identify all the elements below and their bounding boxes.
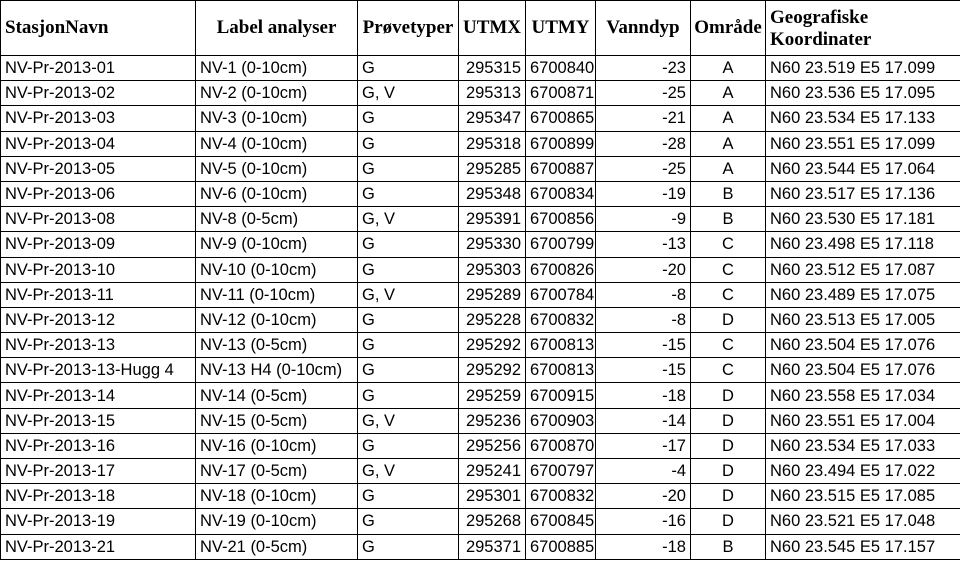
cell-provetyper: G: [358, 433, 459, 458]
table-row: [1, 106, 960, 131]
cell-label-analyser: NV-21 (0-5cm): [196, 534, 358, 559]
cell-stasjonnavn: NV-Pr-2013-17: [1, 459, 196, 484]
cell-utmy: 6700885: [526, 534, 596, 559]
cell-stasjonnavn: NV-Pr-2013-13: [1, 333, 196, 358]
cell-utmy: 6700870: [526, 433, 596, 458]
cell-utmx: 295391: [459, 207, 526, 232]
table-row: [1, 232, 960, 257]
header-provetyper: Prøvetyper: [358, 1, 459, 56]
cell-utmy: 6700834: [526, 181, 596, 206]
cell-omrade: C: [691, 232, 766, 257]
cell-provetyper: G, V: [358, 282, 459, 307]
table-row: [1, 433, 960, 458]
cell-vanndyp: -20: [596, 484, 691, 509]
cell-geografiske-koordinater: N60 23.519 E5 17.099: [766, 56, 960, 81]
cell-label-analyser: NV-11 (0-10cm): [196, 282, 358, 307]
header-stasjonnavn: StasjonNavn: [1, 1, 196, 56]
cell-vanndyp: -9: [596, 207, 691, 232]
cell-utmx: 295292: [459, 333, 526, 358]
cell-utmx: 295371: [459, 534, 526, 559]
cell-omrade: D: [691, 459, 766, 484]
header-utmy: UTMY: [526, 1, 596, 56]
cell-stasjonnavn: NV-Pr-2013-08: [1, 207, 196, 232]
table-row: [1, 282, 960, 307]
cell-vanndyp: -25: [596, 81, 691, 106]
cell-utmy: 6700813: [526, 333, 596, 358]
cell-label-analyser: NV-17 (0-5cm): [196, 459, 358, 484]
cell-omrade: A: [691, 106, 766, 131]
cell-omrade: A: [691, 156, 766, 181]
cell-stasjonnavn: NV-Pr-2013-06: [1, 181, 196, 206]
cell-vanndyp: -17: [596, 433, 691, 458]
cell-label-analyser: NV-4 (0-10cm): [196, 131, 358, 156]
cell-utmy: 6700799: [526, 232, 596, 257]
cell-label-analyser: NV-6 (0-10cm): [196, 181, 358, 206]
cell-utmx: 295285: [459, 156, 526, 181]
cell-utmx: 295348: [459, 181, 526, 206]
cell-provetyper: G: [358, 509, 459, 534]
cell-geografiske-koordinater: N60 23.504 E5 17.076: [766, 358, 960, 383]
cell-vanndyp: -28: [596, 131, 691, 156]
cell-label-analyser: NV-12 (0-10cm): [196, 307, 358, 332]
cell-utmx: 295228: [459, 307, 526, 332]
cell-omrade: B: [691, 207, 766, 232]
cell-omrade: C: [691, 358, 766, 383]
cell-geografiske-koordinater: N60 23.521 E5 17.048: [766, 509, 960, 534]
cell-geografiske-koordinater: N60 23.498 E5 17.118: [766, 232, 960, 257]
table-row: [1, 459, 960, 484]
cell-utmx: 295292: [459, 358, 526, 383]
cell-label-analyser: NV-5 (0-10cm): [196, 156, 358, 181]
cell-provetyper: G: [358, 534, 459, 559]
table-row: [1, 56, 960, 81]
cell-omrade: B: [691, 534, 766, 559]
cell-provetyper: G, V: [358, 81, 459, 106]
cell-provetyper: G, V: [358, 459, 459, 484]
cell-label-analyser: NV-2 (0-10cm): [196, 81, 358, 106]
cell-stasjonnavn: NV-Pr-2013-04: [1, 131, 196, 156]
cell-vanndyp: -13: [596, 232, 691, 257]
cell-provetyper: G: [358, 484, 459, 509]
cell-vanndyp: -18: [596, 534, 691, 559]
cell-omrade: B: [691, 181, 766, 206]
cell-utmy: 6700915: [526, 383, 596, 408]
cell-stasjonnavn: NV-Pr-2013-01: [1, 56, 196, 81]
header-geografiske-koordinater: [766, 1, 960, 56]
cell-provetyper: G: [358, 383, 459, 408]
cell-utmy: 6700856: [526, 207, 596, 232]
cell-provetyper: G: [358, 56, 459, 81]
cell-vanndyp: -15: [596, 333, 691, 358]
cell-utmy: 6700865: [526, 106, 596, 131]
header-vanndyp: Vanndyp: [596, 1, 691, 56]
cell-utmx: 295259: [459, 383, 526, 408]
table-row: [1, 383, 960, 408]
cell-utmx: 295330: [459, 232, 526, 257]
table-row: [1, 257, 960, 282]
cell-utmy: 6700887: [526, 156, 596, 181]
cell-omrade: D: [691, 509, 766, 534]
cell-provetyper: G: [358, 106, 459, 131]
cell-omrade: C: [691, 282, 766, 307]
cell-stasjonnavn: NV-Pr-2013-18: [1, 484, 196, 509]
cell-vanndyp: -20: [596, 257, 691, 282]
table-row: [1, 333, 960, 358]
cell-geografiske-koordinater: N60 23.489 E5 17.075: [766, 282, 960, 307]
cell-stasjonnavn: NV-Pr-2013-15: [1, 408, 196, 433]
cell-geografiske-koordinater: N60 23.504 E5 17.076: [766, 333, 960, 358]
table-header: [1, 1, 960, 56]
cell-geografiske-koordinater: N60 23.494 E5 17.022: [766, 459, 960, 484]
cell-vanndyp: -25: [596, 156, 691, 181]
header-geo-line2: Koordinater: [770, 29, 872, 50]
table-row: [1, 207, 960, 232]
cell-utmy: 6700845: [526, 509, 596, 534]
cell-omrade: D: [691, 433, 766, 458]
cell-omrade: A: [691, 56, 766, 81]
cell-provetyper: G: [358, 307, 459, 332]
header-row: [1, 1, 960, 56]
cell-utmx: 295313: [459, 81, 526, 106]
cell-geografiske-koordinater: N60 23.530 E5 17.181: [766, 207, 960, 232]
cell-omrade: D: [691, 484, 766, 509]
cell-vanndyp: -4: [596, 459, 691, 484]
cell-geografiske-koordinater: N60 23.536 E5 17.095: [766, 81, 960, 106]
cell-vanndyp: -15: [596, 358, 691, 383]
cell-utmy: 6700813: [526, 358, 596, 383]
cell-provetyper: G: [358, 131, 459, 156]
cell-stasjonnavn: NV-Pr-2013-09: [1, 232, 196, 257]
cell-label-analyser: NV-18 (0-10cm): [196, 484, 358, 509]
cell-provetyper: G: [358, 156, 459, 181]
cell-vanndyp: -8: [596, 282, 691, 307]
cell-stasjonnavn: NV-Pr-2013-16: [1, 433, 196, 458]
cell-omrade: D: [691, 307, 766, 332]
header-geo-line1: Geografiske: [770, 7, 869, 28]
cell-stasjonnavn: NV-Pr-2013-03: [1, 106, 196, 131]
cell-label-analyser: NV-8 (0-5cm): [196, 207, 358, 232]
cell-geografiske-koordinater: N60 23.551 E5 17.099: [766, 131, 960, 156]
cell-label-analyser: NV-1 (0-10cm): [196, 56, 358, 81]
table-row: [1, 156, 960, 181]
header-label-analyser: Label analyser: [196, 1, 358, 56]
cell-provetyper: G: [358, 358, 459, 383]
cell-utmx: 295241: [459, 459, 526, 484]
table-row: [1, 408, 960, 433]
table-row: [1, 534, 960, 559]
cell-utmx: 295301: [459, 484, 526, 509]
cell-provetyper: G: [358, 232, 459, 257]
cell-stasjonnavn: NV-Pr-2013-12: [1, 307, 196, 332]
cell-label-analyser: NV-3 (0-10cm): [196, 106, 358, 131]
cell-utmy: 6700903: [526, 408, 596, 433]
cell-vanndyp: -23: [596, 56, 691, 81]
cell-label-analyser: NV-14 (0-5cm): [196, 383, 358, 408]
cell-stasjonnavn: NV-Pr-2013-13-Hugg 4: [1, 358, 196, 383]
cell-vanndyp: -19: [596, 181, 691, 206]
cell-label-analyser: NV-15 (0-5cm): [196, 408, 358, 433]
cell-provetyper: G: [358, 257, 459, 282]
table-body: [1, 56, 960, 560]
cell-stasjonnavn: NV-Pr-2013-02: [1, 81, 196, 106]
cell-label-analyser: NV-9 (0-10cm): [196, 232, 358, 257]
table-row: [1, 81, 960, 106]
cell-vanndyp: -18: [596, 383, 691, 408]
cell-utmx: 295236: [459, 408, 526, 433]
header-omrade: Område: [691, 1, 766, 56]
cell-stasjonnavn: NV-Pr-2013-19: [1, 509, 196, 534]
cell-label-analyser: NV-13 (0-5cm): [196, 333, 358, 358]
cell-omrade: A: [691, 81, 766, 106]
cell-omrade: D: [691, 383, 766, 408]
cell-utmy: 6700871: [526, 81, 596, 106]
table-row: [1, 181, 960, 206]
cell-geografiske-koordinater: N60 23.545 E5 17.157: [766, 534, 960, 559]
cell-utmy: 6700840: [526, 56, 596, 81]
table-row: [1, 358, 960, 383]
cell-stasjonnavn: NV-Pr-2013-11: [1, 282, 196, 307]
cell-utmy: 6700832: [526, 484, 596, 509]
cell-vanndyp: -14: [596, 408, 691, 433]
cell-label-analyser: NV-13 H4 (0-10cm): [196, 358, 358, 383]
cell-label-analyser: NV-19 (0-10cm): [196, 509, 358, 534]
cell-utmx: 295268: [459, 509, 526, 534]
cell-utmy: 6700784: [526, 282, 596, 307]
cell-utmx: 295256: [459, 433, 526, 458]
cell-omrade: C: [691, 333, 766, 358]
cell-utmx: 295303: [459, 257, 526, 282]
cell-provetyper: G, V: [358, 207, 459, 232]
cell-utmx: 295318: [459, 131, 526, 156]
cell-provetyper: G: [358, 181, 459, 206]
cell-utmy: 6700826: [526, 257, 596, 282]
table-row: [1, 131, 960, 156]
header-utmx: UTMX: [459, 1, 526, 56]
cell-geografiske-koordinater: N60 23.512 E5 17.087: [766, 257, 960, 282]
cell-stasjonnavn: NV-Pr-2013-10: [1, 257, 196, 282]
cell-utmy: 6700899: [526, 131, 596, 156]
cell-label-analyser: NV-16 (0-10cm): [196, 433, 358, 458]
cell-utmx: 295315: [459, 56, 526, 81]
table-row: [1, 484, 960, 509]
cell-stasjonnavn: NV-Pr-2013-14: [1, 383, 196, 408]
table-row: [1, 307, 960, 332]
cell-stasjonnavn: NV-Pr-2013-05: [1, 156, 196, 181]
cell-geografiske-koordinater: N60 23.513 E5 17.005: [766, 307, 960, 332]
cell-utmy: 6700832: [526, 307, 596, 332]
cell-geografiske-koordinater: N60 23.534 E5 17.033: [766, 433, 960, 458]
cell-provetyper: G, V: [358, 408, 459, 433]
cell-geografiske-koordinater: N60 23.515 E5 17.085: [766, 484, 960, 509]
cell-geografiske-koordinater: N60 23.534 E5 17.133: [766, 106, 960, 131]
cell-label-analyser: NV-10 (0-10cm): [196, 257, 358, 282]
cell-vanndyp: -16: [596, 509, 691, 534]
cell-utmx: 295289: [459, 282, 526, 307]
cell-provetyper: G: [358, 333, 459, 358]
cell-geografiske-koordinater: N60 23.544 E5 17.064: [766, 156, 960, 181]
cell-utmy: 6700797: [526, 459, 596, 484]
cell-utmx: 295347: [459, 106, 526, 131]
cell-stasjonnavn: NV-Pr-2013-21: [1, 534, 196, 559]
cell-omrade: A: [691, 131, 766, 156]
cell-vanndyp: -8: [596, 307, 691, 332]
cell-omrade: D: [691, 408, 766, 433]
table-row: [1, 509, 960, 534]
cell-vanndyp: -21: [596, 106, 691, 131]
cell-geografiske-koordinater: N60 23.517 E5 17.136: [766, 181, 960, 206]
cell-omrade: C: [691, 257, 766, 282]
cell-geografiske-koordinater: N60 23.558 E5 17.034: [766, 383, 960, 408]
cell-geografiske-koordinater: N60 23.551 E5 17.004: [766, 408, 960, 433]
